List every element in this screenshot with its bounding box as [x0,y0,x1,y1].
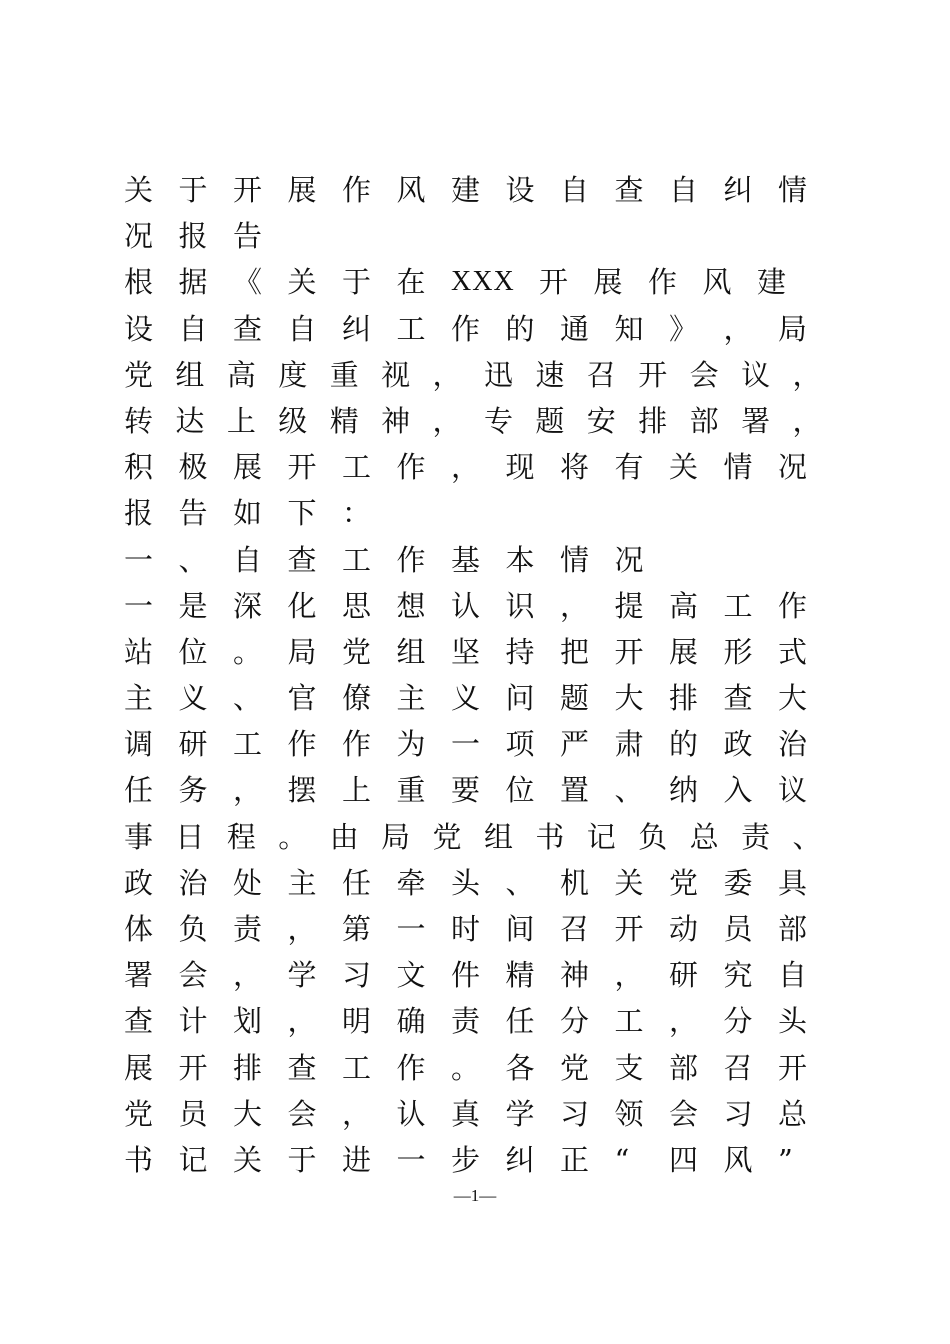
text-line: 一 、 自 查 工 作 基 本 情 况 [124,542,644,577]
text-line: 主 义 、 官 僚 主 义 问 题 大 排 查 大 [124,681,808,716]
text-line: 体 负 责 ， 第 一 时 间 召 开 动 员 部 [124,912,808,946]
text-line: 根 据 《 关 于 在 XXX 开 展 作 风 建 [124,265,787,300]
text-line: 积 极 展 开 工 作 ， 现 将 有 关 情 况 [124,450,808,485]
text-line: 党 员 大 会 ， 认 真 学 习 领 会 习 总 [124,1096,808,1131]
text-line: 设 自 查 自 纠 工 作 的 通 知 》 ， 局 [124,311,808,346]
text-line: 事 日 程 。 由 局 党 组 书 记 负 总 责 、 [124,819,822,854]
text-line: 查 计 划 ， 明 确 责 任 分 工 ， 分 头 [124,1004,808,1039]
text-line: 关 于 开 展 作 风 建 设 自 查 自 纠 情 [124,173,808,207]
text-line: 况 报 告 [124,219,263,254]
text-line: 政 治 处 主 任 牵 头 、 机 关 党 委 具 [124,865,808,900]
text-line: 报 告 如 下 ： [124,496,372,531]
text-line: 调 研 工 作 作 为 一 项 严 肃 的 政 治 [124,727,808,762]
text-line: 任 务 ， 摆 上 重 要 位 置 、 纳 入 议 [124,773,808,808]
text-line: 展 开 排 查 工 作 。 各 党 支 部 召 开 [124,1050,808,1085]
text-line: 转 达 上 级 精 神 ， 专 题 安 排 部 署 ， [124,403,822,438]
text-line: 站 位 。 局 党 组 坚 持 把 开 展 形 式 [124,634,808,669]
page-number: —1— [453,1186,497,1205]
text-line: 署 会 ， 学 习 文 件 精 神 ， 研 究 自 [124,958,808,993]
text-line: 党 组 高 度 重 视 ， 迅 速 召 开 会 议 ， [124,357,822,392]
text-line: 书 记 关 于 进 一 步 纠 正 “ 四 风 ” [124,1142,793,1177]
body-text [124,167,844,1183]
text-line: 一 是 深 化 思 想 认 识 ， 提 高 工 作 [124,588,808,623]
